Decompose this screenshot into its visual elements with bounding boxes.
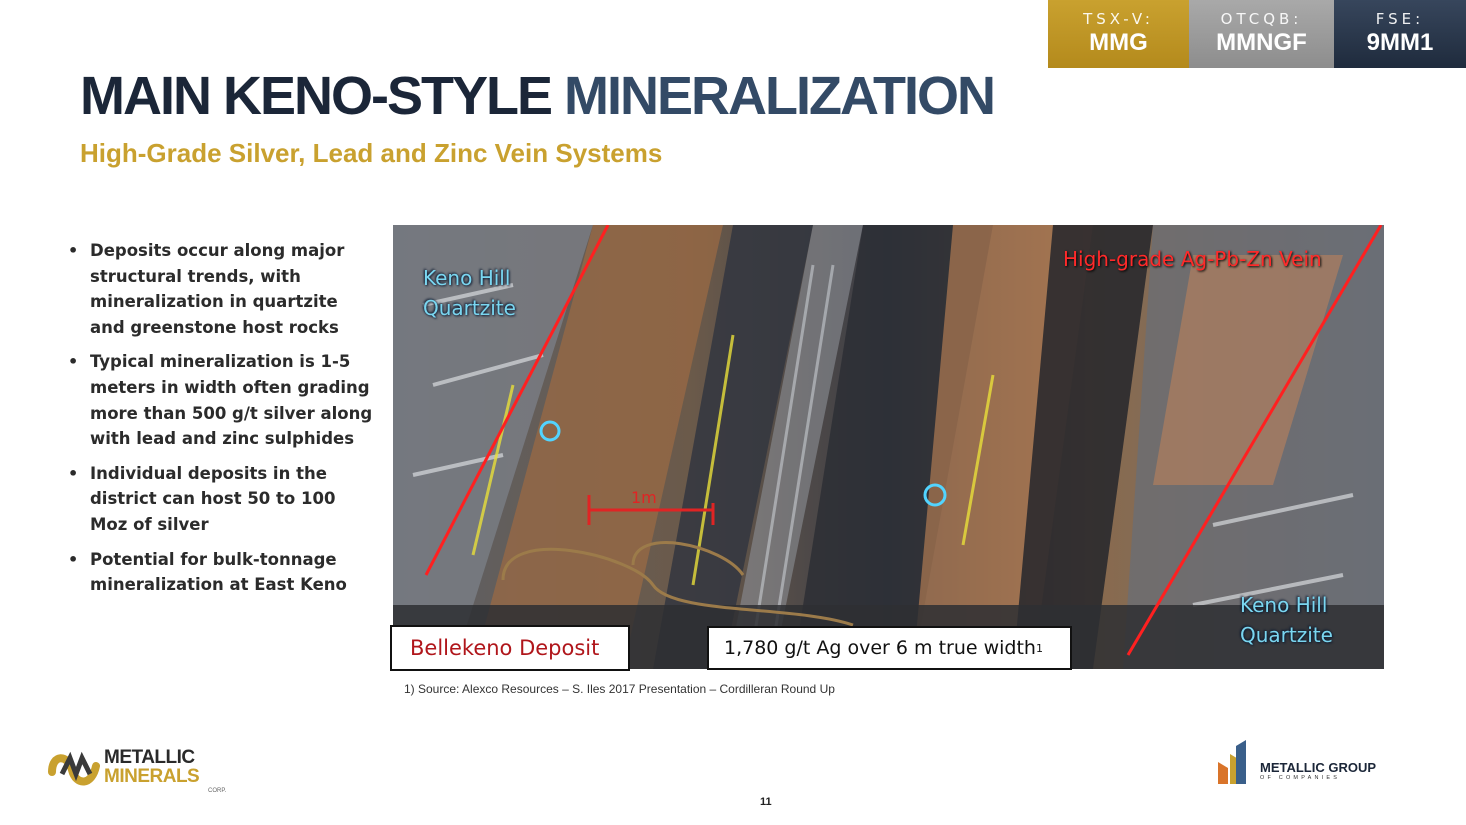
label-line: Keno Hill (423, 266, 511, 290)
logo-right-line1: METALLIC GROUP (1260, 760, 1377, 775)
metallic-minerals-logo (48, 744, 248, 796)
label-line: Quartzite (423, 296, 516, 320)
ticker-exchange: TSX-V: (1083, 10, 1154, 28)
slide-title-part2: MINERALIZATION (564, 66, 994, 126)
page-number: 11 (760, 796, 772, 808)
ticker-otcqb (1189, 0, 1334, 68)
label-line: Quartzite (1240, 623, 1333, 647)
bullet-item: • Typical mineralization is 1-5 meters in width often grading more than 500 g/t silver along with lead and zinc sulphides (66, 349, 376, 451)
label-keno-hill-quartzite-top (423, 263, 516, 323)
bullet-item: • Deposits occur along major structural trends, with mineralization in quartzite and greenstone host rocks (66, 238, 376, 340)
deposit-label-box: Bellekeno Deposit (390, 625, 630, 671)
label-keno-hill-quartzite-bottom (1240, 590, 1333, 650)
bullet-item: • Individual deposits in the district can host 50 to 100 Moz of silver (66, 461, 376, 538)
metallic-group-icon (1216, 740, 1256, 786)
metallic-group-logo (1216, 740, 1416, 788)
bullet-item: • Potential for bulk-tonnage mineralization at East Keno (66, 547, 376, 598)
logo-left-line1: METALLIC (104, 747, 195, 768)
slide-subtitle: High-Grade Silver, Lead and Zinc Vein Systems (80, 138, 663, 168)
vein-photo (393, 225, 1384, 669)
logo-left-line2: MINERALS (104, 766, 200, 787)
ticker-fse (1334, 0, 1466, 68)
grade-text: 1,780 g/t Ag over 6 m true width (724, 637, 1036, 659)
source-footnote: 1) Source: Alexco Resources – S. Iles 2017 Presentation – Cordilleran Round Up (404, 682, 835, 696)
ticker-exchange: FSE: (1375, 10, 1425, 28)
ticker-symbol: MMNGF (1216, 29, 1307, 56)
logo-right-line2: OF COMPANIES (1260, 775, 1341, 781)
ticker-symbol: 9MM1 (1366, 29, 1434, 56)
ticker-symbol: MMG (1089, 29, 1148, 56)
logo-left-line3: CORP. (208, 788, 227, 794)
ticker-exchange: OTCQB: (1220, 10, 1303, 28)
label-line: Keno Hill (1240, 593, 1328, 617)
bullet-list (66, 238, 376, 607)
grade-label-box (707, 626, 1072, 670)
scale-label: 1m (631, 488, 657, 507)
rock-face-image (393, 225, 1384, 669)
mm-logo-icon (48, 744, 102, 794)
ticker-tsxv (1048, 0, 1189, 68)
grade-footnote: 1 (1035, 641, 1043, 655)
label-high-grade-vein: High-grade Ag-Pb-Zn Vein (1063, 247, 1322, 271)
slide-title (80, 66, 994, 126)
slide-title-part1: MAIN KENO-STYLE (80, 66, 565, 126)
